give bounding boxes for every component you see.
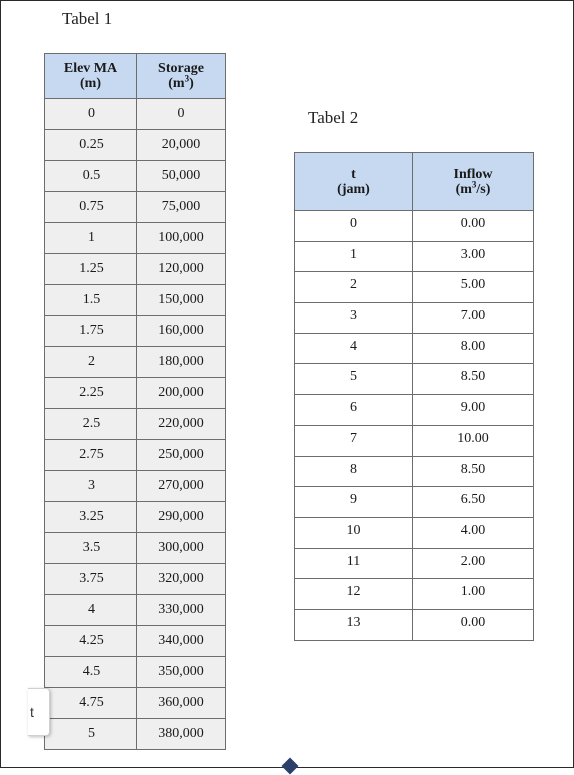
table-cell: 50,000 (137, 161, 226, 192)
table-cell: 0 (137, 99, 226, 130)
table-row (45, 99, 226, 130)
header-line2: (m (455, 181, 472, 197)
table-cell: 360,000 (137, 688, 226, 719)
table1-caption: Tabel 1 (62, 9, 113, 28)
table-row (295, 303, 534, 334)
table-cell: 0.00 (413, 609, 534, 640)
table-cell: 4.00 (413, 517, 534, 548)
table-row (45, 378, 226, 409)
table-cell: 9.00 (413, 395, 534, 426)
table-cell: 11 (295, 548, 413, 579)
table-row (45, 316, 226, 347)
table-cell: 12 (295, 579, 413, 610)
table-cell: 300,000 (137, 533, 226, 564)
table-row (45, 347, 226, 378)
header-tail: /s) (476, 181, 491, 197)
table-cell: 8 (295, 456, 413, 487)
table-row (45, 223, 226, 254)
table-row (45, 626, 226, 657)
table-cell: 270,000 (137, 471, 226, 502)
table-cell: 0.00 (413, 211, 534, 242)
table-cell: 350,000 (137, 657, 226, 688)
table2 (294, 152, 534, 641)
header-line1: Elev MA (63, 61, 118, 76)
table-cell: 5 (45, 719, 137, 750)
table-cell: 160,000 (137, 316, 226, 347)
header-superscript: 3 (184, 73, 190, 84)
table2-header-inflow (413, 153, 534, 211)
table-cell: 4.25 (45, 626, 137, 657)
table-cell: 4.5 (45, 657, 137, 688)
table-row (295, 456, 534, 487)
table-row (45, 130, 226, 161)
table-cell: 380,000 (137, 719, 226, 750)
table-cell: 1.25 (45, 254, 137, 285)
table-cell: 7.00 (413, 303, 534, 334)
table1 (44, 53, 226, 750)
table-cell: 10 (295, 517, 413, 548)
table-row (295, 609, 534, 640)
table-cell: 1.00 (413, 579, 534, 610)
header-line1: Storage (158, 61, 204, 76)
header-line2: (m) (80, 76, 101, 91)
table2-header-row (295, 153, 534, 211)
header-line1: t (351, 166, 356, 182)
table-cell: 4 (45, 595, 137, 626)
table-cell: 5.00 (413, 272, 534, 303)
table-cell: 3.00 (413, 241, 534, 272)
table-cell: 2.00 (413, 548, 534, 579)
table-row (295, 395, 534, 426)
table-cell: 340,000 (137, 626, 226, 657)
table-cell: 120,000 (137, 254, 226, 285)
table-cell: 4 (295, 333, 413, 364)
side-tab-label: t (30, 704, 34, 720)
table-row (295, 364, 534, 395)
table-cell: 180,000 (137, 347, 226, 378)
table-cell: 0.5 (45, 161, 137, 192)
table-row (295, 333, 534, 364)
table-row (45, 595, 226, 626)
table-cell: 6 (295, 395, 413, 426)
table-row (45, 688, 226, 719)
table-cell: 5 (295, 364, 413, 395)
table2-header-t (295, 153, 413, 211)
table1-header-storage (137, 54, 226, 99)
table-cell: 8.00 (413, 333, 534, 364)
table-row (45, 719, 226, 750)
table-cell: 2.75 (45, 440, 137, 471)
header-line1: Inflow (453, 166, 493, 182)
table-row (45, 192, 226, 223)
table-cell: 1.5 (45, 285, 137, 316)
table-row (45, 533, 226, 564)
table-row (295, 241, 534, 272)
table-cell: 1.75 (45, 316, 137, 347)
table-cell: 75,000 (137, 192, 226, 223)
table-row (295, 579, 534, 610)
header-line2: (m (168, 76, 185, 91)
table-cell: 290,000 (137, 502, 226, 533)
table-cell: 3.75 (45, 564, 137, 595)
header-line2: (jam) (337, 181, 370, 197)
table-row (295, 425, 534, 456)
table-cell: 2 (45, 347, 137, 378)
table-cell: 0 (45, 99, 137, 130)
table-row (45, 285, 226, 316)
table-row (295, 272, 534, 303)
table-row (295, 517, 534, 548)
table-cell: 2.5 (45, 409, 137, 440)
table-cell: 330,000 (137, 595, 226, 626)
table-cell: 4.75 (45, 688, 137, 719)
table-cell: 3.25 (45, 502, 137, 533)
table-row (45, 409, 226, 440)
table-row (45, 502, 226, 533)
table-cell: 0.25 (45, 130, 137, 161)
table-cell: 200,000 (137, 378, 226, 409)
table-cell: 0 (295, 211, 413, 242)
table-cell: 2 (295, 272, 413, 303)
table-row (45, 254, 226, 285)
table-cell: 10.00 (413, 425, 534, 456)
table-cell: 3.5 (45, 533, 137, 564)
table-cell: 9 (295, 487, 413, 518)
table-cell: 100,000 (137, 223, 226, 254)
table2-caption: Tabel 2 (308, 108, 359, 127)
table-cell: 320,000 (137, 564, 226, 595)
table-cell: 8.50 (413, 364, 534, 395)
table-row (45, 471, 226, 502)
table-cell: 8.50 (413, 456, 534, 487)
table-cell: 7 (295, 425, 413, 456)
header-tail: ) (189, 76, 194, 91)
table-row (295, 548, 534, 579)
table-row (45, 657, 226, 688)
table1-header-row (45, 54, 226, 99)
table1-header-elev (45, 54, 137, 99)
table-cell: 1 (295, 241, 413, 272)
table-cell: 250,000 (137, 440, 226, 471)
table-cell: 20,000 (137, 130, 226, 161)
table-cell: 3 (295, 303, 413, 334)
table-cell: 3 (45, 471, 137, 502)
table-cell: 6.50 (413, 487, 534, 518)
table-row (45, 161, 226, 192)
table-cell: 1 (45, 223, 137, 254)
table-cell: 0.75 (45, 192, 137, 223)
table-cell: 150,000 (137, 285, 226, 316)
table-row (45, 440, 226, 471)
table-cell: 13 (295, 609, 413, 640)
header-superscript: 3 (471, 178, 477, 189)
table-row (45, 564, 226, 595)
side-tab-button[interactable] (28, 688, 50, 736)
table-row (295, 487, 534, 518)
table-cell: 2.25 (45, 378, 137, 409)
table-cell: 220,000 (137, 409, 226, 440)
table-row (295, 211, 534, 242)
